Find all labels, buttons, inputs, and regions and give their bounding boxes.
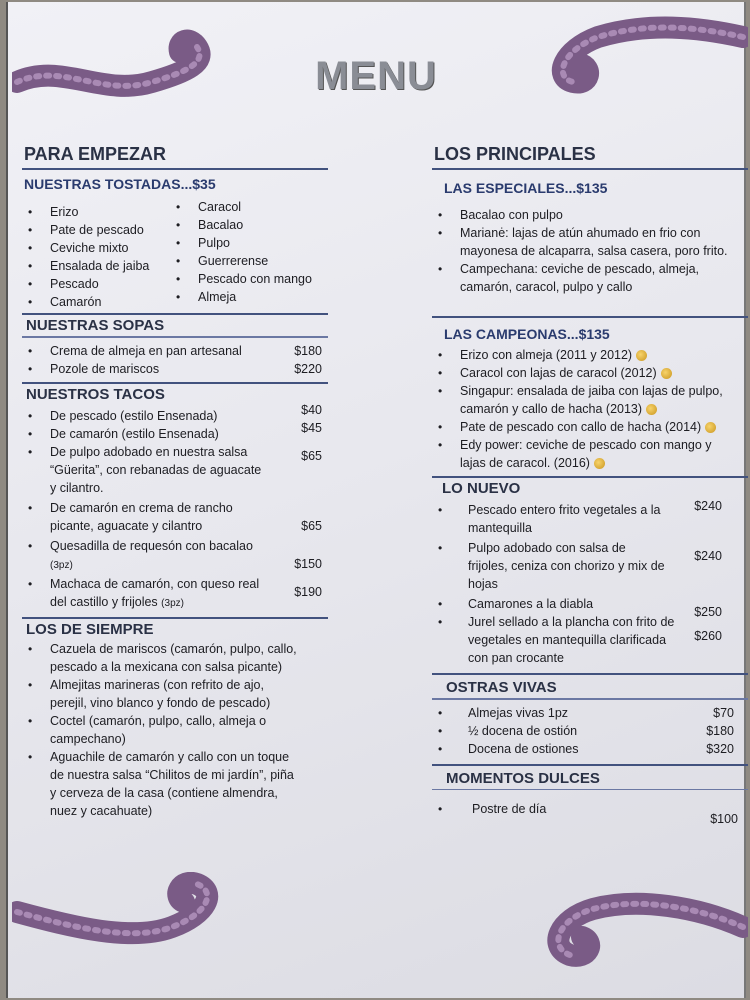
price: $180 — [706, 723, 734, 738]
price: $150 — [294, 556, 322, 571]
list-item: • Marianė: lajas de atún ahumado en frio con mayonesa de alcaparra, salsa casera, poro frito. — [432, 224, 738, 260]
menu-title: MENU — [315, 54, 437, 98]
list-item: • Pescado con mango — [170, 270, 328, 288]
medal-icon — [705, 422, 716, 433]
list-item: • Almejitas marineras (con refrito de ajo, perejil, vino blanco y fondo de pescado) — [22, 676, 298, 712]
price: $190 — [294, 584, 322, 599]
price: $180 — [294, 343, 322, 358]
list-item: • De camarón en crema de rancho picante, aguacate y cilantro $65 — [22, 499, 328, 535]
campeonas-heading: LAS CAMPEONAS...$135 — [444, 326, 610, 342]
ostras-heading: OSTRAS VIVAS — [446, 679, 557, 696]
list-item: • Bacalao — [170, 216, 328, 234]
list-item: • Pozole de mariscos $220 — [22, 360, 328, 378]
tacos-section — [22, 382, 328, 613]
price: $45 — [301, 420, 322, 435]
divider — [432, 698, 748, 700]
medal-icon — [661, 368, 672, 379]
list-item: • De pescado (estilo Ensenada) $40 — [22, 407, 328, 425]
list-item: • Postre de día $100 — [432, 800, 748, 830]
list-item: • Almeja — [170, 288, 328, 306]
list-item: • Ensalada de jaiba — [22, 257, 180, 275]
price: $250 — [694, 605, 722, 619]
list-item: • Edy power: ceviche de pescado con mango y lajas de caracol. (2016) — [432, 436, 738, 472]
medal-icon — [636, 350, 647, 361]
tacos-heading: NUESTROS TACOS — [26, 385, 165, 403]
medal-icon — [646, 404, 657, 415]
list-item: • Bacalao con pulpo — [432, 206, 738, 224]
list-item: • Aguachile de camarón y callo con un toque de nuestra salsa “Chilitos de mi jardín”, piña y cerveza de la casa (contiene almendra, nuez y cacahuate) — [22, 748, 298, 820]
price: $260 — [694, 629, 722, 643]
list-item: • Jurel sellado a la plancha con frito de vegetales en mantequilla clarificada con pan crocante $260 — [432, 613, 748, 667]
sopas-section — [22, 313, 328, 378]
principales-heading: LOS PRINCIPALES — [434, 144, 596, 164]
para-empezar-heading: PARA EMPEZAR — [24, 144, 167, 164]
price: $40 — [301, 402, 322, 417]
list-item: • ½ docena de ostión $180 — [432, 722, 748, 740]
octopus-tentacle-icon — [12, 872, 232, 967]
list-item: • Almejas vivas 1pz $70 — [432, 704, 748, 722]
price: $100 — [710, 812, 738, 826]
list-item: • Guerrerense — [170, 252, 328, 270]
especiales-heading: LAS ESPECIALES...$135 — [444, 180, 608, 196]
dulces-section — [432, 764, 748, 831]
campeonas-section — [432, 316, 748, 472]
ostras-section — [432, 673, 748, 758]
price: $65 — [301, 518, 322, 533]
list-item: • Cazuela de mariscos (camarón, pulpo, callo, pescado a la mexicana con salsa picante) — [22, 640, 298, 676]
list-item: • Pulpo adobado con salsa de frijoles, ceniza con chorizo y mix de hojas $240 — [432, 539, 748, 593]
siempre-section — [22, 617, 328, 820]
price: $240 — [694, 499, 722, 513]
list-item: • Singapur: ensalada de jaiba con lajas de pulpo, camarón y callo de hacha (2013) — [432, 382, 738, 418]
list-item: • Pate de pescado — [22, 221, 180, 239]
octopus-tentacle-icon — [538, 887, 748, 977]
medal-icon — [594, 458, 605, 469]
list-item: • Ceviche mixto — [22, 239, 180, 257]
list-item: • Machaca de camarón, con queso real del castillo y frijoles (3pz) $190 — [22, 575, 328, 613]
divider — [432, 168, 748, 170]
list-item: • Pulpo — [170, 234, 328, 252]
nuevo-section — [432, 476, 748, 667]
list-item: • Caracol con lajas de caracol (2012) — [432, 364, 738, 382]
list-item: • Pate de pescado con callo de hacha (2014) — [432, 418, 738, 436]
divider — [432, 789, 748, 791]
list-item: • Docena de ostiones $320 — [432, 740, 748, 758]
sopas-heading: NUESTRAS SOPAS — [26, 317, 165, 334]
menu-paper — [6, 2, 746, 998]
list-item: • Erizo con almeja (2011 y 2012) — [432, 346, 738, 364]
left-column — [22, 144, 328, 820]
list-item: • Pescado — [22, 275, 180, 293]
list-item: • Erizo — [22, 203, 180, 221]
tostadas-list — [22, 198, 328, 311]
right-column — [432, 144, 748, 830]
list-item: • Pescado entero frito vegetales a la mantequilla $240 — [432, 501, 748, 537]
price: $320 — [706, 741, 734, 756]
list-item: • De camarón (estilo Ensenada) $45 — [22, 425, 328, 443]
list-item: • Camarón — [22, 293, 180, 311]
tostadas-heading: NUESTRAS TOSTADAS...$35 — [24, 176, 216, 192]
price: $220 — [294, 361, 322, 376]
list-item: • Camarones a la diabla $250 — [432, 595, 748, 613]
dulces-heading: MOMENTOS DULCES — [446, 769, 600, 787]
price: $240 — [694, 549, 722, 563]
list-item: • Coctel (camarón, pulpo, callo, almeja o campechano) — [22, 712, 298, 748]
price: $65 — [301, 448, 322, 463]
divider — [22, 168, 328, 170]
list-item: • Quesadilla de requesón con bacalao (3pz) $150 — [22, 537, 328, 575]
list-item: • Caracol — [170, 198, 328, 216]
divider — [22, 336, 328, 338]
price: $70 — [713, 705, 734, 720]
list-item: • Crema de almeja en pan artesanal $180 — [22, 342, 328, 360]
nuevo-heading: LO NUEVO — [442, 480, 521, 497]
siempre-heading: LOS DE SIEMPRE — [26, 620, 154, 638]
list-item: • De pulpo adobado en nuestra salsa “Güerita”, con rebanadas de aguacate y cilantro. $65 — [22, 443, 328, 497]
list-item: • Campechana: ceviche de pescado, almeja, camarón, caracol, pulpo y callo — [432, 260, 738, 296]
